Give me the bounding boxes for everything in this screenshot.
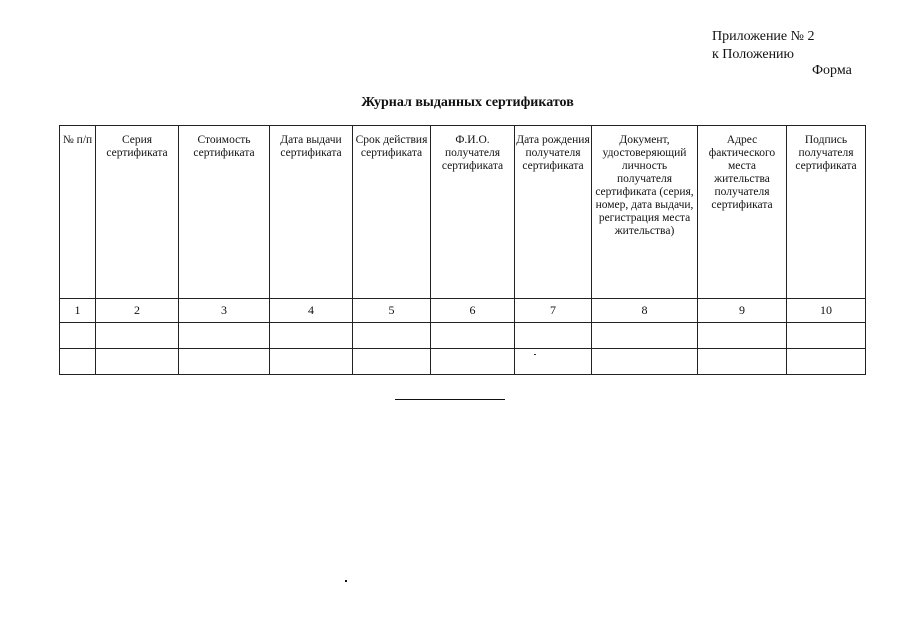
column-number: 10 [787, 299, 866, 323]
end-separator-line [395, 399, 505, 400]
column-number-row [60, 299, 866, 323]
column-number: 1 [60, 299, 96, 323]
header-label: Стоимость сертификата [193, 134, 255, 159]
header-cell [592, 126, 698, 299]
header-cell [179, 126, 270, 299]
header-cell [787, 126, 866, 299]
header-label: Документ, удостоверяющий личность получателя сертификата (серия, номер, дата выдачи, регистрация места жительства) [595, 134, 694, 237]
header-label: Дата выдачи сертификата [280, 134, 342, 159]
empty-cell [698, 349, 787, 375]
document-title: Журнал выданных сертификатов [361, 95, 574, 110]
empty-cell [96, 349, 179, 375]
header-label: № п/п [62, 134, 93, 146]
empty-table-row [60, 349, 866, 375]
column-number: 7 [515, 299, 592, 323]
column-number: 5 [353, 299, 431, 323]
empty-cell [270, 323, 353, 349]
empty-cell [270, 349, 353, 375]
table-header-row [60, 126, 866, 299]
empty-table-row [60, 323, 866, 349]
column-number: 9 [698, 299, 787, 323]
header-label: Срок действия сертификата [355, 134, 428, 159]
column-number: 4 [270, 299, 353, 323]
empty-cell [592, 349, 698, 375]
empty-cell [515, 323, 592, 349]
empty-cell [592, 323, 698, 349]
header-cell [96, 126, 179, 299]
header-cell [270, 126, 353, 299]
scan-speck [345, 580, 347, 582]
header-cell [431, 126, 515, 299]
column-number: 2 [96, 299, 179, 323]
empty-cell [698, 323, 787, 349]
empty-cell [431, 323, 515, 349]
header-cell [60, 126, 96, 299]
column-number: 8 [592, 299, 698, 323]
header-label: Адрес фактического места жительства получателя сертификата [708, 134, 776, 211]
form-label: Форма [812, 63, 852, 78]
empty-cell [96, 323, 179, 349]
column-number: 3 [179, 299, 270, 323]
empty-cell [60, 323, 96, 349]
header-label: Ф.И.О. получателя сертификата [441, 134, 504, 172]
header-cell [353, 126, 431, 299]
empty-cell [787, 323, 866, 349]
scan-speck [534, 354, 536, 355]
appendix-line-2: к Положению [712, 47, 795, 62]
header-cell [515, 126, 592, 299]
header-cell [698, 126, 787, 299]
empty-cell [515, 349, 592, 375]
empty-cell [179, 323, 270, 349]
header-label: Подпись получателя сертификата [795, 134, 857, 172]
appendix-line-1: Приложение № 2 [712, 29, 815, 44]
appendix-block [712, 28, 815, 64]
certificates-journal-table [59, 125, 866, 375]
column-number: 6 [431, 299, 515, 323]
empty-cell [60, 349, 96, 375]
header-label: Дата рождения получателя сертификата [516, 134, 590, 172]
empty-cell [179, 349, 270, 375]
empty-cell [431, 349, 515, 375]
empty-cell [353, 323, 431, 349]
empty-cell [353, 349, 431, 375]
empty-cell [787, 349, 866, 375]
header-label: Серия сертификата [106, 134, 168, 159]
